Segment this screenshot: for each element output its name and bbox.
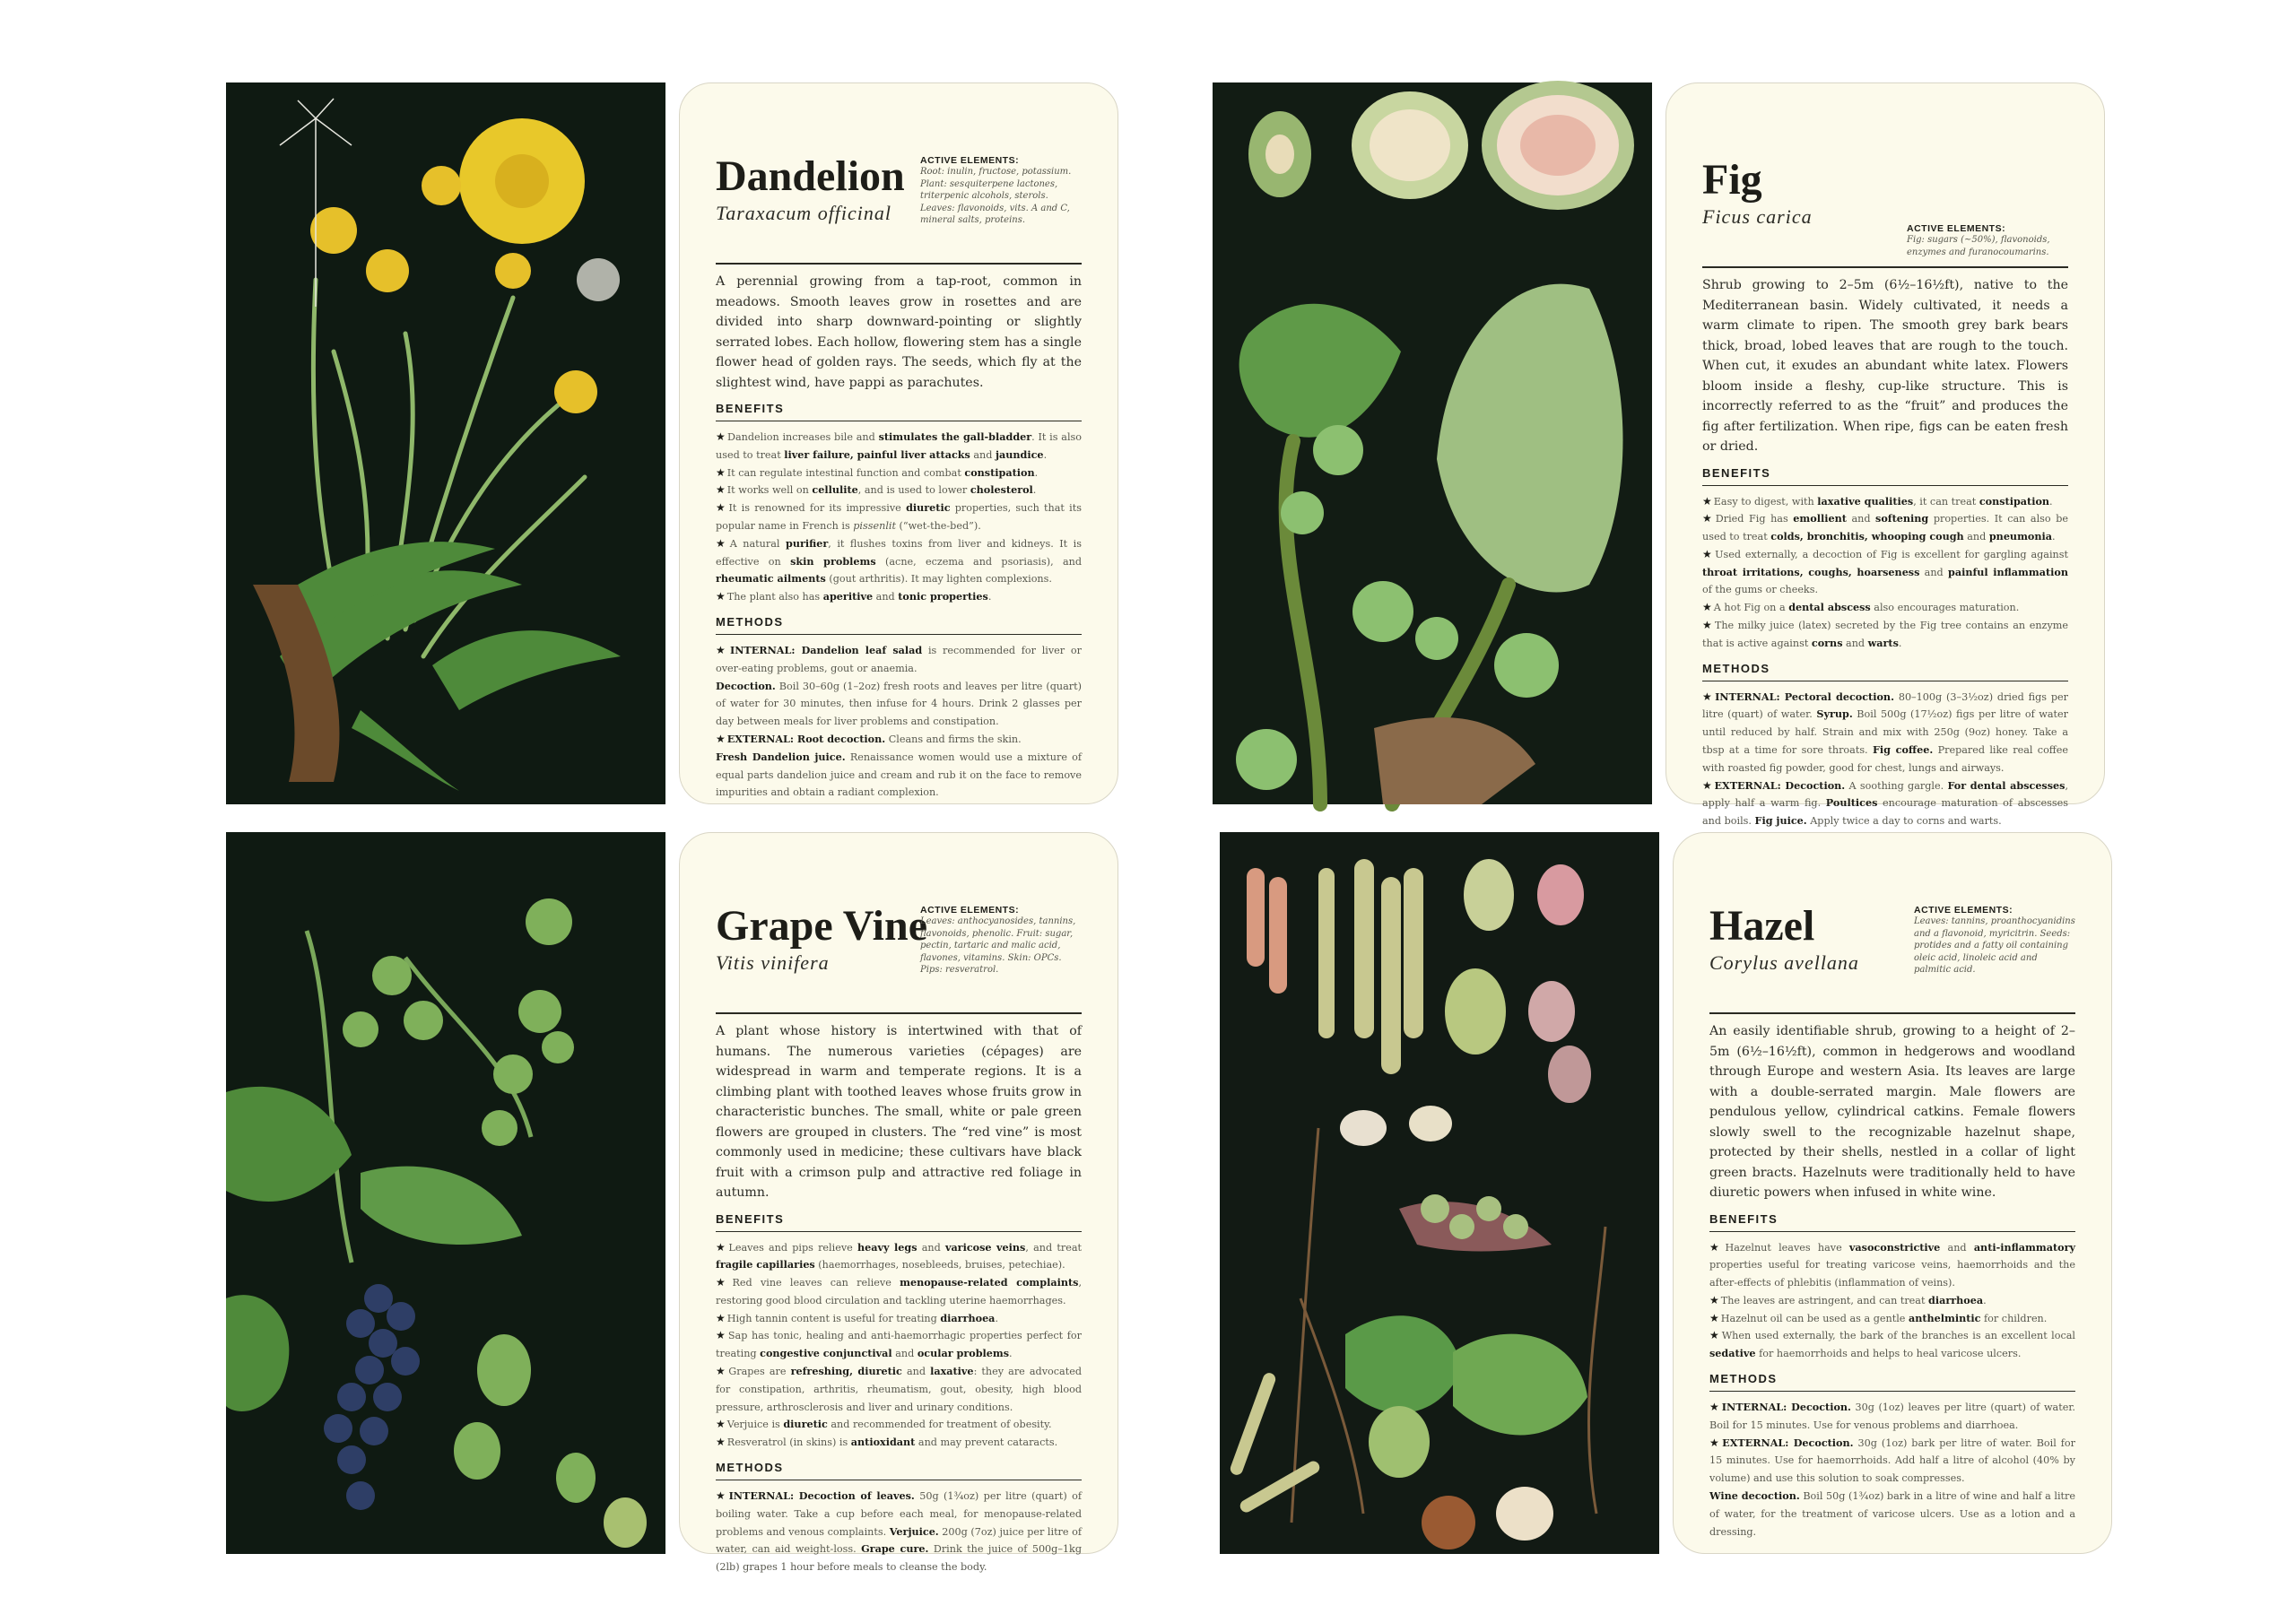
star-icon: ★	[716, 1365, 727, 1378]
list-item: ★ INTERNAL: Decoction of leaves. 50g (1¾oz) per litre (quart) of boiling water. Take a cup before each meal, for menopause-related problems and venous complaints. Verjuice. 200g (7oz) juice per litre of water, can aid weight-loss. Grape cure. Drink the juice of 500g–1kg (2lb) grapes 1 hour before meals to cleanse the body.	[716, 1489, 1083, 1574]
list-item: ★ INTERNAL: Pectoral decoction. 80–100g (3–3½oz) dried figs per litre (quart) of water. Syrup. Boil 500g (17½oz) figs per litre of water until reduced by half. Strain and mix with 250g (9oz) honey. Take a tbsp at a time for sore throats. Fig coffee. Prepared like real coffee with roasted fig powder, good for chest, lungs and airways.	[1702, 690, 2069, 774]
star-icon: ★	[716, 430, 726, 443]
star-icon: ★	[1709, 1311, 1719, 1324]
star-icon: ★	[716, 1418, 726, 1431]
star-icon: ★	[716, 643, 728, 656]
benefits-heading: BENEFITS	[1709, 1211, 1779, 1226]
star-icon: ★	[716, 1329, 726, 1342]
list-item: ★ Hazelnut oil can be used as a gentle anthelmintic for children.	[1709, 1311, 2048, 1324]
card-header	[716, 153, 1082, 259]
list-item: ★ Dandelion increases bile and stimulates the gall-bladder. It is also used to treat liver failure, painful liver attacks and jaundice.	[716, 430, 1082, 461]
star-icon: ★	[1709, 1401, 1720, 1414]
star-icon: ★	[1702, 619, 1713, 632]
active-elements-text: Fig: sugars (~50%), flavonoids, enzymes and furanocoumarins.	[1907, 235, 2050, 257]
divider	[716, 1231, 1082, 1232]
active-elements-text: Root: inulin, fructose, potassium. Plant: sesquiterpene lactones, triterpenic alcohols, sterols. Leaves: flavonoids, vits. A and C, mineral salts, proteins.	[920, 167, 1072, 225]
star-icon: ★	[716, 465, 726, 479]
active-elements-label: ACTIVE ELEMENTS:	[920, 905, 1020, 916]
star-icon: ★	[1702, 494, 1712, 508]
list-item: ★ It is renowned for its impressive diuretic properties, such that its popular name in French is pissenlit (“wet-the-bed”).	[716, 501, 1082, 532]
list-item: ★ Easy to digest, with laxative qualities, it can treat constipation.	[1702, 494, 2053, 508]
hazel-illustration	[1220, 832, 1659, 1554]
methods-heading: METHODS	[1709, 1372, 1778, 1386]
star-icon: ★	[1702, 512, 1714, 525]
list-item: ★ High tannin content is useful for treating diarrhoea.	[716, 1311, 998, 1324]
star-icon: ★	[716, 1240, 727, 1254]
star-icon: ★	[716, 1311, 726, 1324]
list-item: ★ The leaves are astringent, and can treat diarrhoea.	[1709, 1293, 1987, 1306]
methods-heading: METHODS	[1702, 661, 1770, 675]
star-icon: ★	[1709, 1293, 1719, 1306]
star-icon: ★	[1709, 1329, 1720, 1342]
benefits-list	[716, 429, 1082, 606]
list-item: ★ Grapes are refreshing, diuretic and laxative: they are advocated for constipation, arthritis, rheumatism, gout, obesity, high blood pressure, arthrosclerosis and liver and urinary conditions.	[716, 1365, 1082, 1413]
list-item: ★ EXTERNAL: Root decoction. Cleans and firms the skin.	[716, 732, 1022, 745]
list-item: ★ The milky juice (latex) secreted by the Fig tree contains an enzyme that is active against corns and warts.	[1702, 619, 2068, 649]
latin-name: Ficus carica	[1702, 205, 1813, 228]
list-item: ★ Verjuice is diuretic and recommended for treatment of obesity.	[716, 1418, 1052, 1431]
hazel-card	[1673, 832, 2112, 1554]
divider	[716, 1012, 1082, 1014]
methods-heading: METHODS	[716, 1461, 784, 1475]
plant-name: Dandelion	[716, 152, 905, 200]
list-item: ★ Red vine leaves can relieve menopause-related complaints, restoring good blood circulation and tackling uterine haemorrhages.	[716, 1276, 1082, 1306]
divider	[716, 634, 1082, 635]
benefits-list	[716, 1239, 1082, 1453]
active-elements-label: ACTIVE ELEMENTS:	[1907, 223, 2006, 234]
card-header	[716, 903, 1082, 1009]
star-icon: ★	[1702, 601, 1712, 614]
star-icon: ★	[1709, 1436, 1721, 1449]
fig-illustration	[1213, 82, 1652, 804]
divider	[1702, 485, 2068, 486]
star-icon: ★	[716, 536, 728, 550]
active-elements-label: ACTIVE ELEMENTS:	[1914, 905, 2013, 916]
fig-photo	[1213, 82, 1652, 804]
dandelion-illustration	[226, 82, 665, 804]
list-item: Decoction. Boil 30–60g (1–2oz) fresh roots and leaves per litre (quart) of water for 30 minutes, then infuse for 4 hours. Drink 2 glasses per day between meals for liver problems and constipation.	[716, 679, 1082, 728]
dandelion-card	[679, 82, 1118, 804]
list-item: ★ Resveratrol (in skins) is antioxidant and may prevent cataracts.	[716, 1436, 1058, 1449]
list-item: ★ A natural purifier, it flushes toxins from liver and kidneys. It is effective on skin problems (acne, eczema and psoriasis), and rheumatic ailments (gout arthritis). It may lighten complexions.	[716, 536, 1083, 586]
list-item: ★ Dried Fig has emollient and softening properties. It can also be used to treat colds, bronchitis, whooping cough and pneumonia.	[1702, 512, 2069, 543]
divider	[716, 263, 1082, 265]
star-icon: ★	[716, 1436, 726, 1449]
grape-vine-photo	[226, 832, 665, 1554]
list-item: ★ A hot Fig on a dental abscess also encourages maturation.	[1702, 601, 2020, 614]
plant-description: An easily identifiable shrub, growing to a height of 2–5m (6½–16½ft), common in hedgerows and woodland through Europe and western Asia. Its leaves are large with a double-serrated margin. Male flowers are pendulous yellow, cylindrical catkins. Female flowers slowly swell to the recognizable hazelnut shape, protected by their shells, nestled in a collar of light green bracts. Hazelnuts were traditionally held to have diuretic powers when infused in white wine.	[1709, 1024, 2075, 1200]
plant-description: A plant whose history is intertwined with that of humans. The numerous varieties (cépages) are widespread in warm and temperate regions. It is a climbing plant with toothed leaves whose fruits grow in characteristic bunches. The small, white or pale green flowers are grouped in clusters. The “red vine” is most commonly used in medicine; these cultivars have black fruit with a crimson pulp and attractive red foliage in autumn.	[716, 1024, 1082, 1200]
methods-list	[716, 642, 1082, 802]
list-item: Wine decoction. Boil 50g (1¾oz) bark in a litre of wine and half a litre of water, for the treatment of varicose ulcers. Use as a lotion and a dressing.	[1709, 1489, 2075, 1538]
list-item: ★ EXTERNAL: Decoction. 30g (1oz) bark per litre of water. Boil for 15 minutes. Use for haemorrhoids. Add half a litre of alcohol (40% by volume) and use this solution to soak compresses.	[1709, 1436, 2076, 1485]
latin-name: Corylus avellana	[1709, 951, 1859, 974]
list-item: ★ Sap has tonic, healing and anti-haemorrhagic properties perfect for treating congestive conjunctival and ocular problems.	[716, 1329, 1082, 1360]
methods-list	[1702, 689, 2068, 830]
card-header	[1709, 903, 2075, 1009]
plant-name: Hazel	[1709, 902, 1815, 950]
star-icon: ★	[716, 483, 726, 497]
list-item: ★ It can regulate intestinal function and combat constipation.	[716, 465, 1039, 479]
active-elements	[1914, 905, 2075, 976]
benefits-list	[1702, 493, 2068, 653]
star-icon: ★	[1702, 690, 1714, 703]
fig-card	[1665, 82, 2105, 828]
grape-vine-card	[679, 832, 1118, 1574]
benefits-list	[1709, 1239, 2075, 1364]
list-item: ★ INTERNAL: Decoction. 30g (1oz) leaves per litre (quart) of water. Boil for 15 minutes. Use for venous problems and diarrhoea.	[1709, 1401, 2075, 1431]
plant-description: A perennial growing from a tap-root, common in meadows. Smooth leaves grow in rosettes and are divided into sharp downward-pointing or slightly serrated lobes. Each hollow, flowering stem has a single flower head of golden rays. The seeds, which fly at the slightest wind, have pappi as parachutes.	[716, 274, 1082, 390]
star-icon: ★	[716, 501, 727, 515]
list-item: ★ When used externally, the bark of the branches is an excellent local sedative for haemorrhoids and helps to heal varicose ulcers.	[1709, 1329, 2076, 1360]
list-item: ★ Used externally, a decoction of Fig is excellent for gargling against throat irritations, coughs, hoarseness and painful inflammation of the gums or cheeks.	[1702, 547, 2068, 596]
list-item: ★ EXTERNAL: Decoction. A soothing gargle. For dental abscesses, apply half a warm fig. Poultices encourage maturation of abscesses and boils. Fig juice. Apply twice a day to corns and warts.	[1702, 778, 2069, 828]
plant-description: Shrub growing to 2–5m (6½–16½ft), native to the Mediterranean basin. Widely cultivated, it needs a warm climate to ripen. The smooth grey bark bears thick, broad, lobed leaves that are rough to the touch. When cut, it exudes an abundant white latex. Flowers bloom inside a fleshy, cup-like structure. This is incorrectly referred to as the “fruit” and produces the fig after fertilization. When ripe, figs can be eaten fresh or dried.	[1702, 278, 2068, 454]
active-elements	[920, 155, 1082, 227]
active-elements	[1907, 223, 2068, 258]
dandelion-photo	[226, 82, 665, 804]
list-item: ★ INTERNAL: Dandelion leaf salad is recommended for liver or over-eating problems, gout or anaemia.	[716, 643, 1082, 674]
benefits-heading: BENEFITS	[716, 1211, 785, 1226]
star-icon: ★	[716, 732, 726, 745]
star-icon: ★	[1709, 1240, 1724, 1254]
methods-list	[1709, 1399, 2075, 1541]
active-elements-text: Leaves: tannins, proanthocyanidins and a flavonoid, myricitrin. Seeds: protides and a fatty oil containing oleic acid, linoleic acid and palmitic acid.	[1914, 916, 2075, 975]
plant-name: Fig	[1702, 156, 1762, 204]
hazel-photo	[1220, 832, 1659, 1554]
star-icon: ★	[1702, 778, 1713, 792]
star-icon: ★	[716, 1489, 727, 1503]
latin-name: Vitis vinifera	[716, 951, 830, 974]
list-item: Fresh Dandelion juice. Renaissance women would use a mixture of equal parts dandelion juice and cream and rub it on the face to remove impurities and obtain a radiant complexion.	[716, 750, 1083, 799]
benefits-heading: BENEFITS	[1702, 465, 1771, 480]
methods-heading: METHODS	[716, 614, 784, 629]
list-item: ★ The plant also has aperitive and tonic properties.	[716, 590, 992, 603]
star-icon: ★	[716, 590, 726, 603]
divider	[1702, 266, 2068, 268]
active-elements-text: Leaves: anthocyanosides, tannins, flavonoids, phenolic. Fruit: sugar, pectin, tartaric and malic acid, flavones, vitamins. Skin: OPCs. Pips: resveratrol.	[920, 916, 1076, 975]
star-icon: ★	[1702, 547, 1714, 560]
card-header	[1702, 157, 2068, 263]
list-item: ★ It works well on cellulite, and is used to lower cholesterol.	[716, 483, 1037, 497]
plant-name: Grape Vine	[716, 902, 927, 950]
latin-name: Taraxacum officinal	[716, 202, 892, 224]
star-icon: ★	[716, 1276, 731, 1289]
active-elements-label: ACTIVE ELEMENTS:	[920, 155, 1020, 166]
grape-vine-illustration	[226, 832, 665, 1554]
methods-list	[716, 1488, 1082, 1576]
list-item: ★ Hazelnut leaves have vasoconstrictive and anti-inflammatory properties useful for treating varicose veins, haemorrhoids and the after-effects of phlebitis (inflammation of veins).	[1709, 1240, 2075, 1289]
active-elements	[920, 905, 1082, 976]
divider	[1709, 1231, 2075, 1232]
divider	[1709, 1012, 2075, 1014]
divider	[1709, 1391, 2075, 1392]
benefits-heading: BENEFITS	[716, 402, 785, 415]
list-item: ★ Leaves and pips relieve heavy legs and varicose veins, and treat fragile capillaries (haemorrhages, nosebleeds, bruises, petechiae).	[716, 1240, 1082, 1271]
